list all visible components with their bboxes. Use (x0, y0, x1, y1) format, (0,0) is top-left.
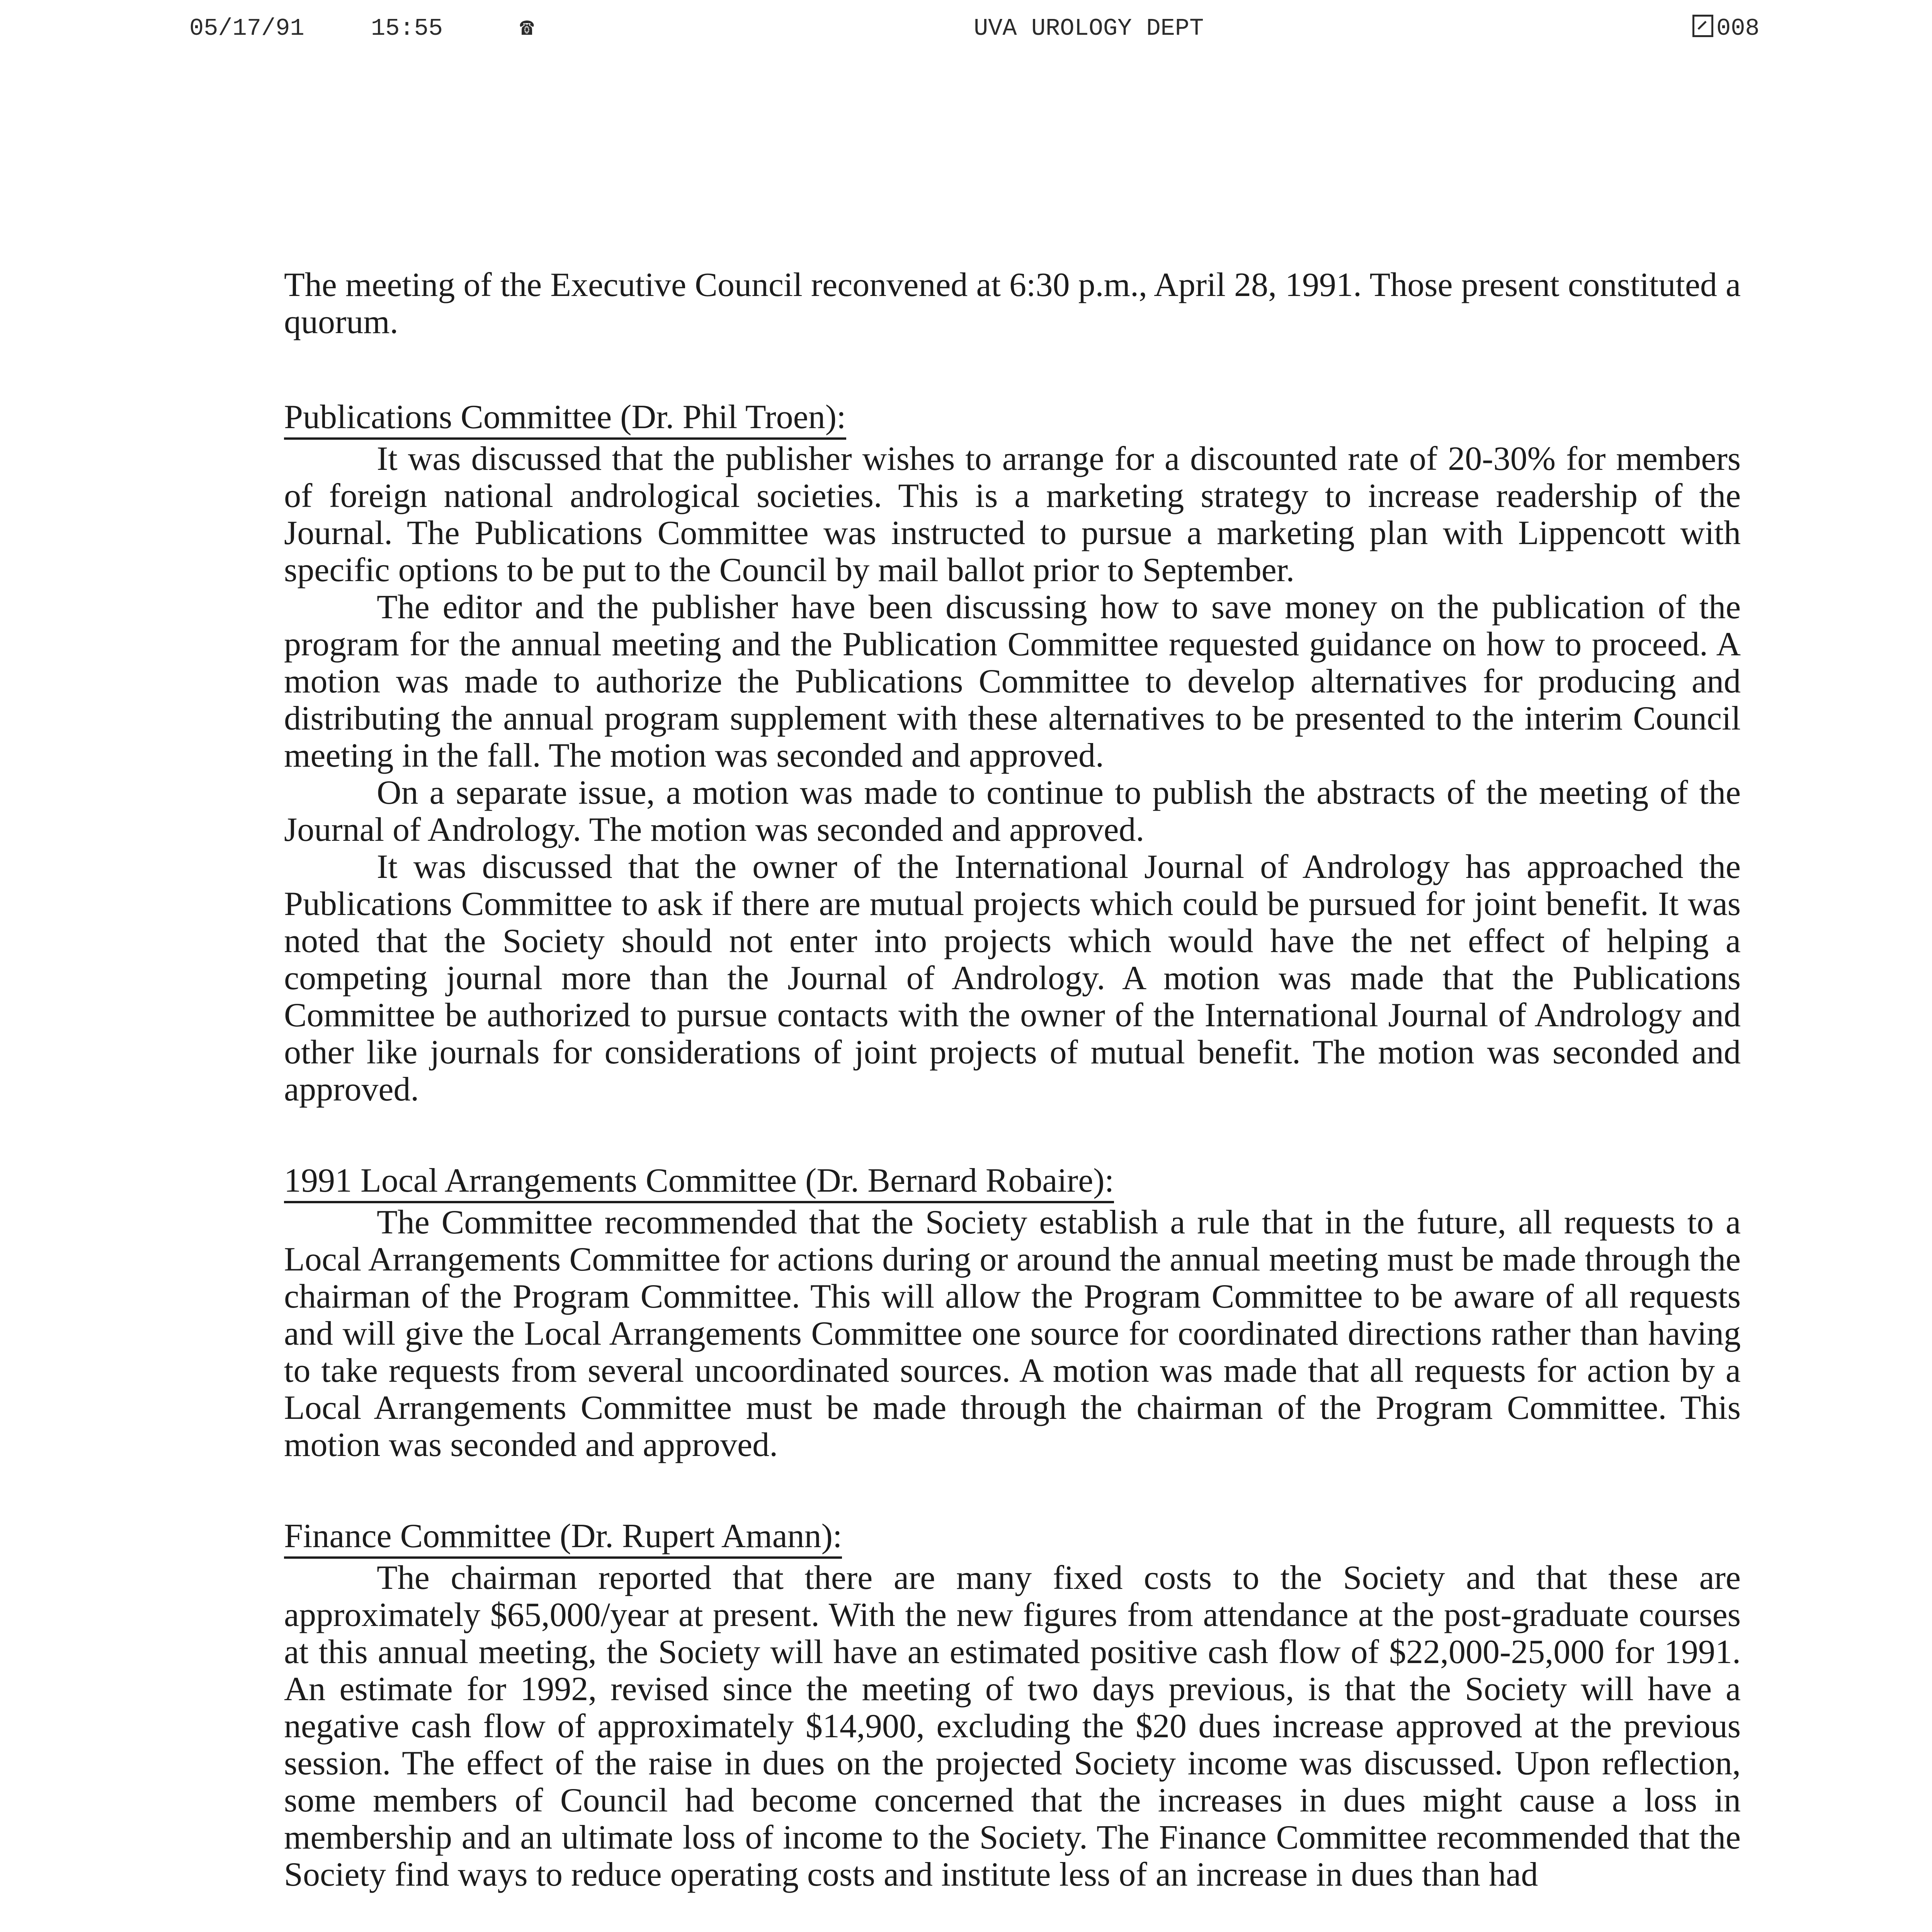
paragraph: It was discussed that the publisher wishes to arrange for a discounted rate of 20-30% for members of foreign national andrological societies. This is a marketing strategy to increase readership of the Journal. The Publications Committee was instructed to pursue a marketing plan with Lippencott with specific options to be put to the Council by mail ballot prior to September. (284, 440, 1741, 589)
paragraph: The chairman reported that there are many fixed costs to the Society and that these are approximately $65,000/year at present. With the new figures from attendance at the post-graduate courses at this annual meeting, the Society will have an estimated positive cash flow of $22,000-25,000 for 1991. An estimate for 1992, revised since the meeting of two days previous, is that the Society will have a negative cash flow of approximately $14,900, excluding the $20 dues increase approved at the previous session. The effect of the raise in dues on the projected Society income was discussed. Upon reflection, some members of Council had become concerned that the increases in dues might cause a loss in membership and an ultimate loss of income to the Society. The Finance Committee recommended that the Society find ways to reduce operating costs and institute less of an increase in dues than had (284, 1559, 1741, 1893)
phone-icon: ☎ (520, 15, 534, 42)
section-heading-text: 1991 Local Arrangements Committee (Dr. Bernard Robaire): (284, 1162, 1114, 1203)
fax-time: 15:55 (371, 15, 443, 42)
opening-paragraph: The meeting of the Executive Council reconvened at 6:30 p.m., April 28, 1991. Those present constituted a quorum. (284, 266, 1741, 341)
document-body (284, 267, 1741, 1932)
fax-header (0, 15, 1932, 49)
section-finance (284, 1518, 1741, 1893)
fax-sender: UVA UROLOGY DEPT (974, 15, 1204, 42)
section-heading-text: Finance Committee (Dr. Rupert Amann): (284, 1517, 842, 1559)
paragraph: The Committee recommended that the Society establish a rule that in the future, all requests to a Local Arrangements Committee for actions during or around the annual meeting must be made through the chairman of the Program Committee. This will allow the Program Committee to be aware of all requests and will give the Local Arrangements Committee one source for coordinated directions rather than having to take requests from several uncoordinated sources. A motion was made that all requests for action by a Local Arrangements Committee must be made through the chairman of the Program Committee. This motion was seconded and approved. (284, 1204, 1741, 1464)
section-local-arrangements (284, 1162, 1741, 1464)
paragraph: It was discussed that the owner of the International Journal of Andrology has approached the Publications Committee to ask if there are mutual projects which could be pursued for joint benefit. It was noted that the Society should not enter into projects which would have the net effect of helping a competing journal more than the Journal of Andrology. A motion was made that the Publications Committee be authorized to pursue contacts with the owner of the International Journal of Andrology and other like journals for considerations of joint projects of mutual benefit. The motion was seconded and approved. (284, 848, 1741, 1108)
paragraph: On a separate issue, a motion was made to continue to publish the abstracts of the meeting of the Journal of Andrology. The motion was seconded and approved. (284, 774, 1741, 849)
section-heading (284, 399, 1741, 436)
section-heading-text: Publications Committee (Dr. Phil Troen): (284, 398, 846, 440)
paragraph: The editor and the publisher have been discussing how to save money on the publication of the program for the annual meeting and the Publication Committee requested guidance on how to proceed. A motion was made to authorize the Publications Committee to develop alternatives for producing and distributing the annual program supplement with these alternatives to be presented to the interim Council meeting in the fall. The motion was seconded and approved. (284, 588, 1741, 774)
fax-page-code (1692, 15, 1760, 42)
fax-page-code-text: 008 (1716, 15, 1760, 42)
section-publications (284, 399, 1741, 1108)
section-heading (284, 1518, 1741, 1555)
fax-date: 05/17/91 (189, 15, 304, 42)
section-heading (284, 1162, 1741, 1199)
fax-page-box-icon (1692, 15, 1713, 37)
